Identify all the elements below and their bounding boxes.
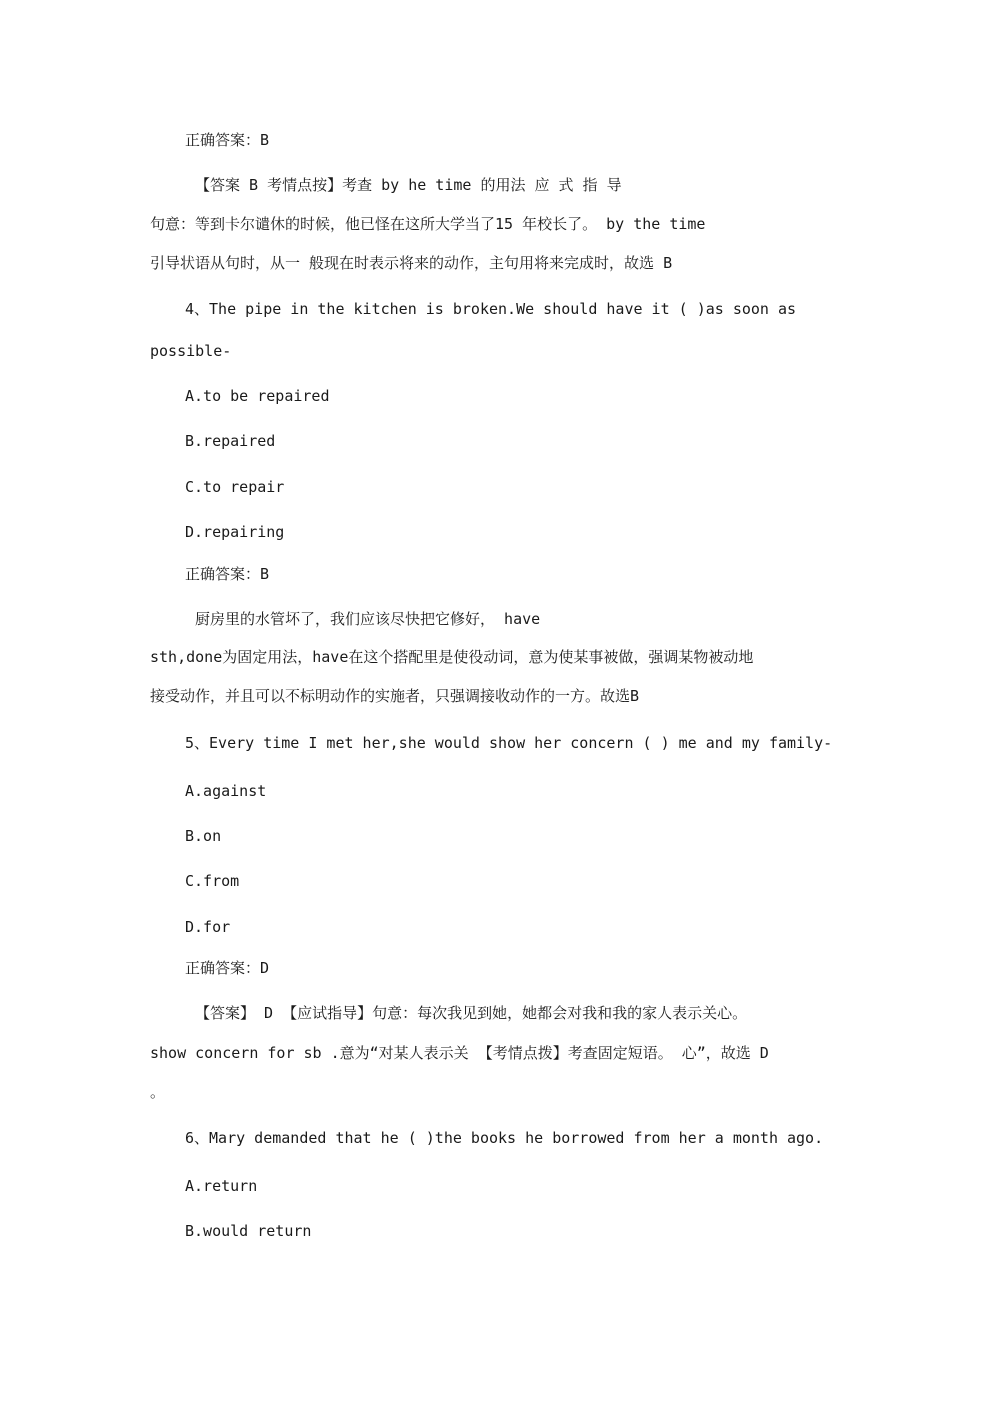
question-4-option-b: B.repaired <box>185 432 276 450</box>
question-5-stem: 5、Every time I met her,she would show her concern ( ) me and my family- <box>185 734 833 752</box>
question-4-stem-line-2: possible- <box>150 342 232 360</box>
question-4-option-c: C.to repair <box>185 478 285 496</box>
explanation-line-q5-1: 【答案】 D 【应试指导】句意：每次我见到她，她都会对我和我的家人表示关心。 <box>195 1004 748 1022</box>
answer-line-q4: 正确答案：B <box>185 565 270 583</box>
explanation-line-q5-2: show concern for sb .意为“对某人表示关 【考情点拨】考查固定短语。 心”，故选 D <box>150 1044 769 1062</box>
explanation-line-q4-1: 厨房里的水管坏了，我们应该尽快把它修好， have <box>195 610 541 628</box>
explanation-line-q4-3: 接受动作，并且可以不标明动作的实施者，只强调接收动作的一方。故选B <box>150 687 640 705</box>
question-6-option-b: B.would return <box>185 1222 312 1240</box>
question-5-option-d: D.for <box>185 918 231 936</box>
question-4-option-d: D.repairing <box>185 523 285 541</box>
answer-line-q5: 正确答案：D <box>185 959 270 977</box>
question-5-option-b: B.on <box>185 827 222 845</box>
explanation-line-q5-3: 。 <box>150 1083 166 1101</box>
explanation-line-q3-2: 句意：等到卡尔谴休的时候，他已怪在这所大学当了15 年校长了。 by the time <box>150 215 706 233</box>
question-4-stem-line-1: 4、The pipe in the kitchen is broken.We should have it ( )as soon as <box>185 300 797 318</box>
question-5-option-c: C.from <box>185 872 240 890</box>
question-6-stem: 6、Mary demanded that he ( )the books he borrowed from her a month ago. <box>185 1129 824 1147</box>
answer-line-q3: 正确答案：B <box>185 131 270 149</box>
question-5-option-a: A.against <box>185 782 267 800</box>
explanation-line-q4-2: sth,done为固定用法，have在这个搭配里是使役动词，意为使某事被做，强调某物被动地 <box>150 648 754 666</box>
question-6-option-a: A.return <box>185 1177 258 1195</box>
explanation-line-q3-1: 【答案 B 考情点按】考查 by he time 的用法 应 式 指 导 <box>195 176 622 194</box>
explanation-line-q3-3: 引导状语从句时，从一 般现在时表示将来的动作，主句用将来完成时，故选 B <box>150 254 673 272</box>
question-4-option-a: A.to be repaired <box>185 387 330 405</box>
